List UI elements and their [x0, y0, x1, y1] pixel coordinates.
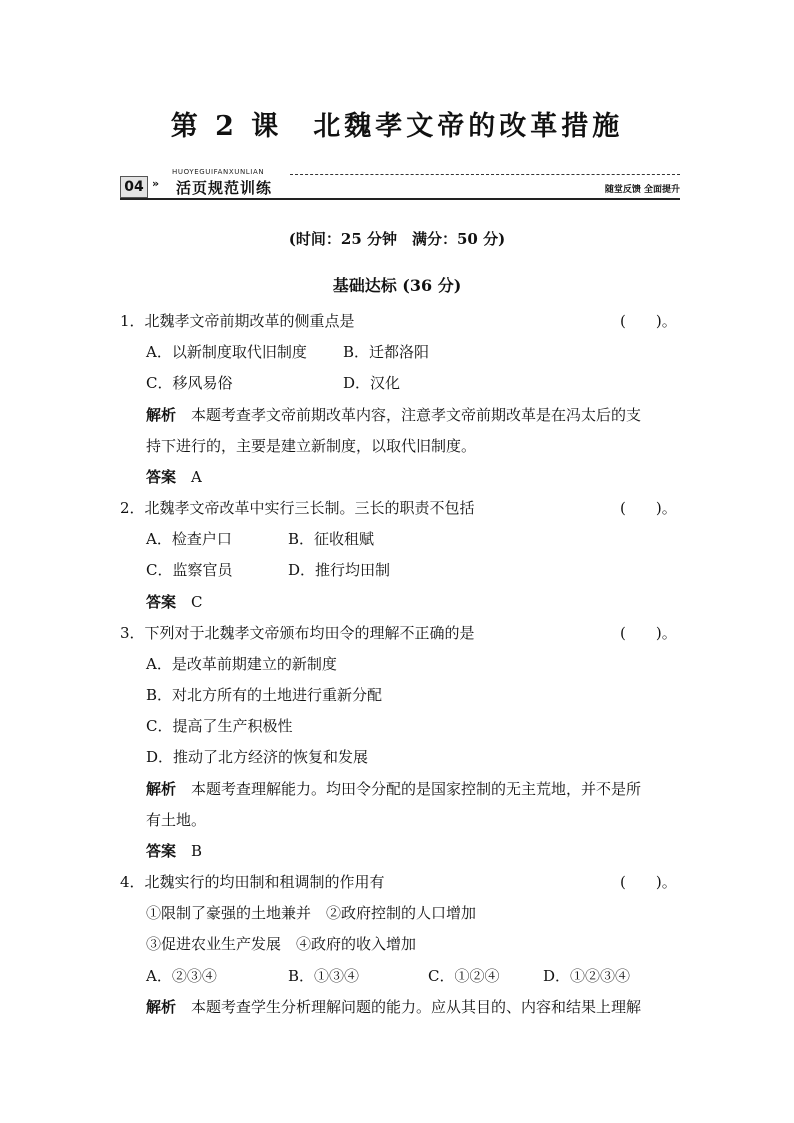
explanation-label: 解析 [146, 780, 177, 798]
question-1-explanation-line-2: 持下进行的，主要是建立新制度，以取代旧制度。 [146, 437, 477, 455]
question-3-explanation-line-2: 有土地。 [146, 811, 207, 829]
question-1-option-c: C．移风易俗 [146, 374, 233, 392]
explanation-label: 解析 [146, 406, 177, 424]
banner-rule [120, 198, 680, 200]
question-2-option-d: D．推行均田制 [288, 561, 391, 579]
chevron-icon: » [152, 177, 160, 190]
question-2-option-c: C．监察官员 [146, 561, 233, 579]
question-2-stem: 2．北魏孝文帝改革中实行三长制。三长的职责不包括 [120, 499, 475, 517]
question-1-stem: 1．北魏孝文帝前期改革的侧重点是 [120, 312, 355, 330]
question-2-paren: ( )。 [620, 499, 677, 517]
banner-dashed-line [290, 174, 680, 175]
question-3-paren: ( )。 [620, 624, 677, 642]
answer-label: 答案 [146, 842, 177, 860]
question-3-answer: 答案 B [146, 842, 203, 860]
question-3-option-d: D．推动了北方经济的恢复和发展 [146, 748, 369, 766]
question-4-stem: 4．北魏实行的均田制和租调制的作用有 [120, 873, 385, 891]
section-title: 基础达标 (36 分) [332, 276, 462, 295]
question-4-paren: ( )。 [620, 873, 677, 891]
explanation-label: 解析 [146, 998, 177, 1016]
question-2-option-b: B．征收租赋 [288, 530, 375, 548]
answer-label: 答案 [146, 593, 177, 611]
section-banner [120, 168, 680, 202]
question-2-option-a: A．检查户口 [146, 530, 232, 548]
question-1-option-b: B．迁都洛阳 [343, 343, 430, 361]
banner-number-box: 04 [120, 176, 148, 198]
question-2-answer: 答案 C [146, 593, 203, 611]
question-4-item-line-1: ①限制了豪强的土地兼并 ②政府控制的人口增加 [146, 904, 477, 922]
question-4-option-a: A．②③④ [146, 967, 217, 985]
banner-right-text: 随堂反馈 全面提升 [604, 185, 680, 195]
answer-label: 答案 [146, 468, 177, 486]
lesson-title: 第 2 课 北魏孝文帝的改革措施 [170, 111, 624, 142]
question-4-option-c: C．①②④ [428, 967, 500, 985]
question-1-answer: 答案 A [146, 468, 202, 486]
question-3-option-a: A．是改革前期建立的新制度 [146, 655, 337, 673]
question-1-option-a: A．以新制度取代旧制度 [146, 343, 307, 361]
question-1-paren: ( )。 [620, 312, 677, 330]
question-3-explanation-line-1: 解析 本题考查理解能力。均田令分配的是国家控制的无主荒地，并不是所 [146, 780, 642, 798]
banner-pinyin: HUOYEGUIFANXUNLIAN [172, 168, 265, 176]
question-4-explanation-line-1: 解析 本题考查学生分析理解问题的能力。应从其目的、内容和结果上理解 [146, 998, 642, 1016]
question-1-explanation-line-1: 解析 本题考查孝文帝前期改革内容，注意孝文帝前期改革是在冯太后的支 [146, 406, 642, 424]
question-1-option-d: D．汉化 [343, 374, 401, 392]
question-3-option-c: C．提高了生产积极性 [146, 717, 293, 735]
question-3-stem: 3．下列对于北魏孝文帝颁布均田令的理解不正确的是 [120, 624, 475, 642]
banner-name: 活页规范训练 [176, 179, 273, 197]
question-4-item-line-2: ③促进农业生产发展 ④政府的收入增加 [146, 935, 417, 953]
question-3-option-b: B．对北方所有的土地进行重新分配 [146, 686, 383, 704]
exam-info: (时间：25 分钟 满分：50 分) [288, 230, 506, 248]
question-4-option-d: D．①②③④ [543, 967, 631, 985]
question-4-option-b: B．①③④ [288, 967, 360, 985]
